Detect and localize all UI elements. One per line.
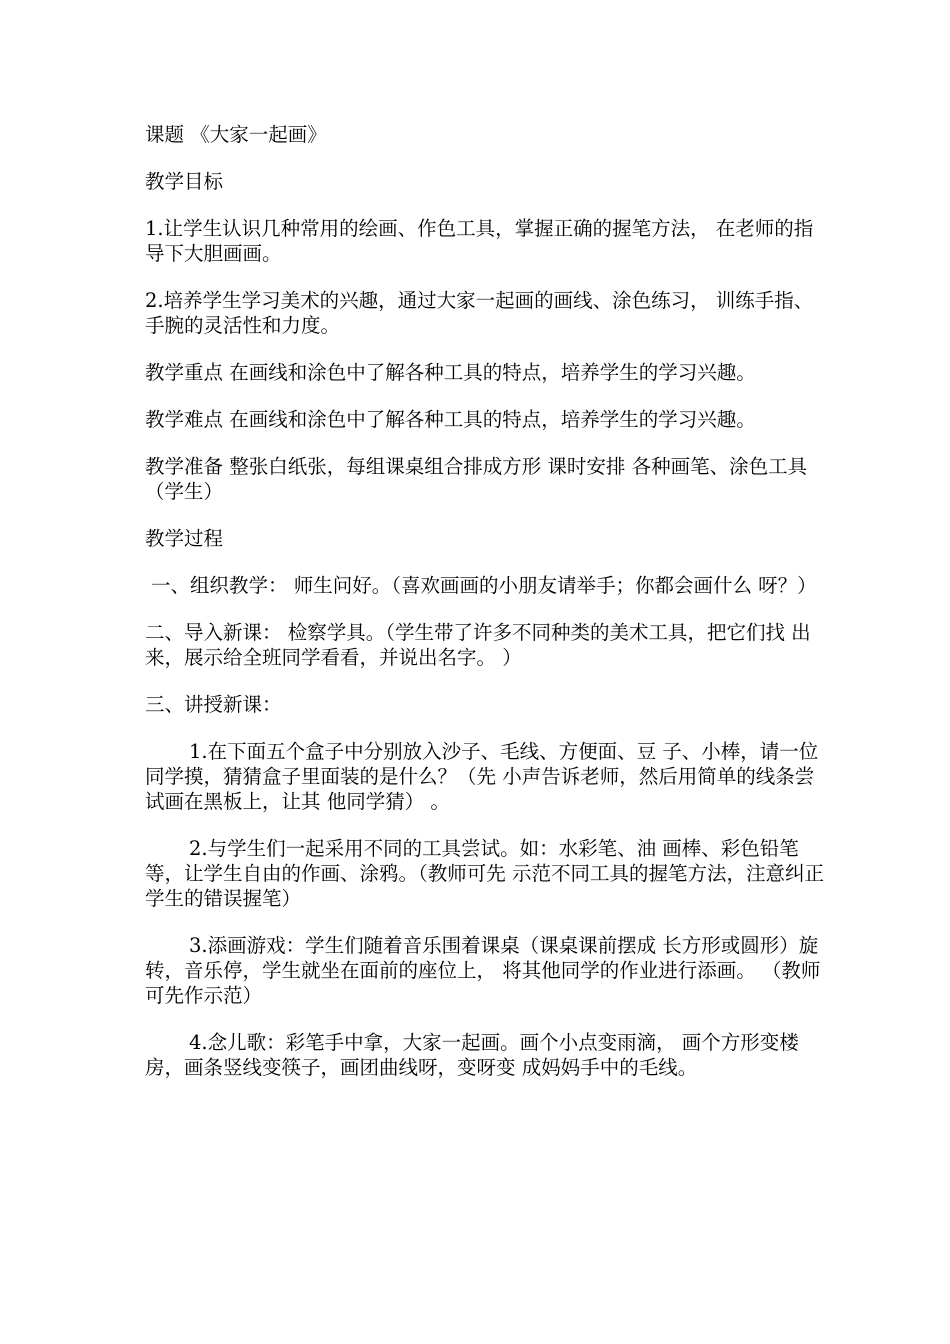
lesson-title: 课题 《大家一起画》 [145, 123, 327, 146]
preparation: 教学准备 整张白纸张，每组课桌组合排成方形 课时安排 各种画笔、涂色工具（学生） [145, 455, 808, 503]
sub-step-2: 2.与学生们一起采用不同的工具尝试。如：水彩笔、油 画棒、彩色铅笔等，让学生自由的作画、涂鸦。（教师可先 示范不同工具的握笔方法，注意纠正学生的错误握笔） [145, 837, 824, 910]
process-heading: 教学过程 [145, 527, 224, 550]
process-step-2: 二、导入新课： 检察学具。（学生带了许多不同种类的美术工具，把它们找 出来，展示给全班同学看看，并说出名字。 ） [145, 621, 811, 669]
goal-item-1: 1.让学生认识几种常用的绘画、作色工具，掌握正确的握笔方法， 在老师的指导下大胆画画。 [145, 217, 814, 265]
process-step-1: 一、组织教学： 师生问好。（喜欢画画的小朋友请举手；你都会画什么 呀？） [151, 574, 817, 597]
process-step-3: 三、讲授新课： [145, 693, 282, 716]
goal-item-2: 2.培养学生学习美术的兴趣，通过大家一起画的画线、涂色练习， 训练手指、手腕的灵活性和力度。 [145, 289, 814, 337]
sub-step-3: 3.添画游戏：学生们随着音乐围着课桌（课桌课前摆成 长方形或圆形）旋转，音乐停，学生就坐在面前的座位上， 将其他同学的作业进行添画。 （教师可先作示范） [145, 934, 821, 1007]
goals-heading: 教学目标 [145, 170, 224, 193]
document-page [145, 122, 825, 1102]
sub-step-4: 4.念儿歌：彩笔手中拿，大家一起画。画个小点变雨滴， 画个方形变楼房，画条竖线变筷子，画团曲线呀，变呀变 成妈妈手中的毛线。 [145, 1031, 799, 1079]
key-point: 教学重点 在画线和涂色中了解各种工具的特点，培养学生的学习兴趣。 [145, 361, 756, 384]
sub-step-1: 1.在下面五个盒子中分别放入沙子、毛线、方便面、豆 子、小棒，请一位同学摸，猜猜盒子里面装的是什么？（先 小声告诉老师，然后用简单的线条尝试画在黑板上，让其 他同学猜） 。 [145, 740, 819, 813]
difficulty: 教学难点 在画线和涂色中了解各种工具的特点，培养学生的学习兴趣。 [145, 408, 756, 431]
